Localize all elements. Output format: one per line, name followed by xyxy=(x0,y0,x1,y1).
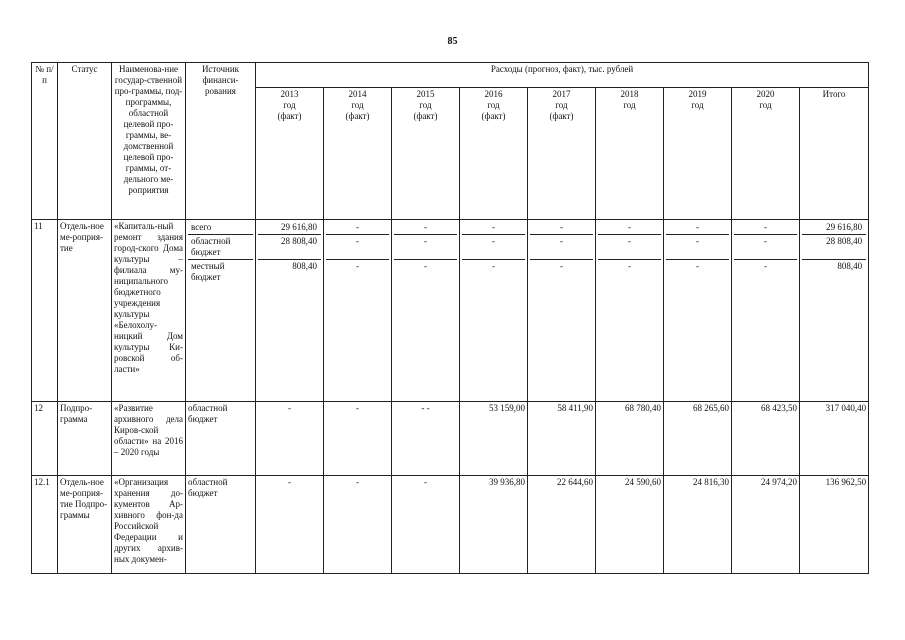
row-name: «Капиталь-ный ремонт здания город-ского Дома культуры – филиала му-ниципального бюджетного учреждения культуры «Белохолу-ницкий Дом культуры Ки-ровской об-ласти» xyxy=(112,220,186,402)
row-value-2018: - - - xyxy=(596,220,664,402)
row-value-2017: 58 411,90 xyxy=(528,402,596,476)
row-value-2014: - xyxy=(324,402,392,476)
row-name: «Организация хранения до-кументов Ар-хивного фон-да Российской Федерации и других архив-ных докумен- xyxy=(112,476,186,574)
row-value-2013: - xyxy=(256,476,324,574)
row-num: 12 xyxy=(32,402,58,476)
col-header-source: Источник финанси-рования xyxy=(186,63,256,220)
row-value-2014: - - - xyxy=(324,220,392,402)
row-sources xyxy=(186,220,256,402)
row-value-2013: 29 616,80 28 808,40 808,40 xyxy=(256,220,324,402)
col-header-status: Статус xyxy=(58,63,112,220)
row-value-2020: 24 974,20 xyxy=(732,476,800,574)
row-value-2015: - - - xyxy=(392,220,460,402)
header-row-1 xyxy=(32,63,869,88)
source-regional: областной бюджет xyxy=(188,234,253,259)
row-source: областной бюджет xyxy=(186,476,256,574)
row-status: Подпро-грамма xyxy=(58,402,112,476)
row-num: 12.1 xyxy=(32,476,58,574)
source-local: местный бюджет xyxy=(188,259,253,284)
row-value-2013: - xyxy=(256,402,324,476)
row-value-2017: 22 644,60 xyxy=(528,476,596,574)
row-value-2020: - - - xyxy=(732,220,800,402)
row-status: Отдель-ное ме-роприя-тие Подпро-граммы xyxy=(58,476,112,574)
row-value-2019: 68 265,60 xyxy=(664,402,732,476)
budget-table xyxy=(31,62,869,574)
row-value-2020: 68 423,50 xyxy=(732,402,800,476)
row-value-2016: 53 159,00 xyxy=(460,402,528,476)
col-header-year-2019: 2019 год xyxy=(664,88,732,220)
col-header-expenses: Расходы (прогноз, факт), тыс. рублей xyxy=(256,63,869,88)
row-value-2019: 24 816,30 xyxy=(664,476,732,574)
row-total: 29 616,80 28 808,40 808,40 xyxy=(800,220,869,402)
col-header-num: № п/п xyxy=(32,63,58,220)
table-row xyxy=(32,402,869,476)
col-header-year-2014: 2014 год (факт) xyxy=(324,88,392,220)
page-number: 85 xyxy=(447,36,458,47)
col-header-year-2017: 2017 год (факт) xyxy=(528,88,596,220)
col-header-year-2013: 2013 год (факт) xyxy=(256,88,324,220)
row-value-2015: - - xyxy=(392,402,460,476)
col-header-year-2020: 2020 год xyxy=(732,88,800,220)
col-header-year-2018: 2018 год xyxy=(596,88,664,220)
table-row xyxy=(32,220,869,402)
row-total: 136 962,50 xyxy=(800,476,869,574)
row-value-2016: 39 936,80 xyxy=(460,476,528,574)
row-name: «Развитие архивного дела Киров-ской области» на 2016 – 2020 годы xyxy=(112,402,186,476)
row-value-2016: - - - xyxy=(460,220,528,402)
row-value-2015: - xyxy=(392,476,460,574)
col-header-total: Итого xyxy=(800,88,869,220)
row-value-2017: - - - xyxy=(528,220,596,402)
row-value-2018: 24 590,60 xyxy=(596,476,664,574)
row-value-2019: - - - xyxy=(664,220,732,402)
row-value-2014: - xyxy=(324,476,392,574)
row-status: Отдель-ное ме-роприя-тие xyxy=(58,220,112,402)
row-value-2018: 68 780,40 xyxy=(596,402,664,476)
col-header-name: Наименова-ние государ-ственной про-граммы, под-программы, областной целевой про-граммы, ве-домственной целевой про-граммы, от-дельного ме-роприятия xyxy=(112,63,186,220)
source-total: всего xyxy=(191,222,212,232)
table-row xyxy=(32,476,869,574)
row-num: 11 xyxy=(32,220,58,402)
row-source: областной бюджет xyxy=(186,402,256,476)
col-header-year-2016: 2016 год (факт) xyxy=(460,88,528,220)
col-header-year-2015: 2015 год (факт) xyxy=(392,88,460,220)
row-total: 317 040,40 xyxy=(800,402,869,476)
